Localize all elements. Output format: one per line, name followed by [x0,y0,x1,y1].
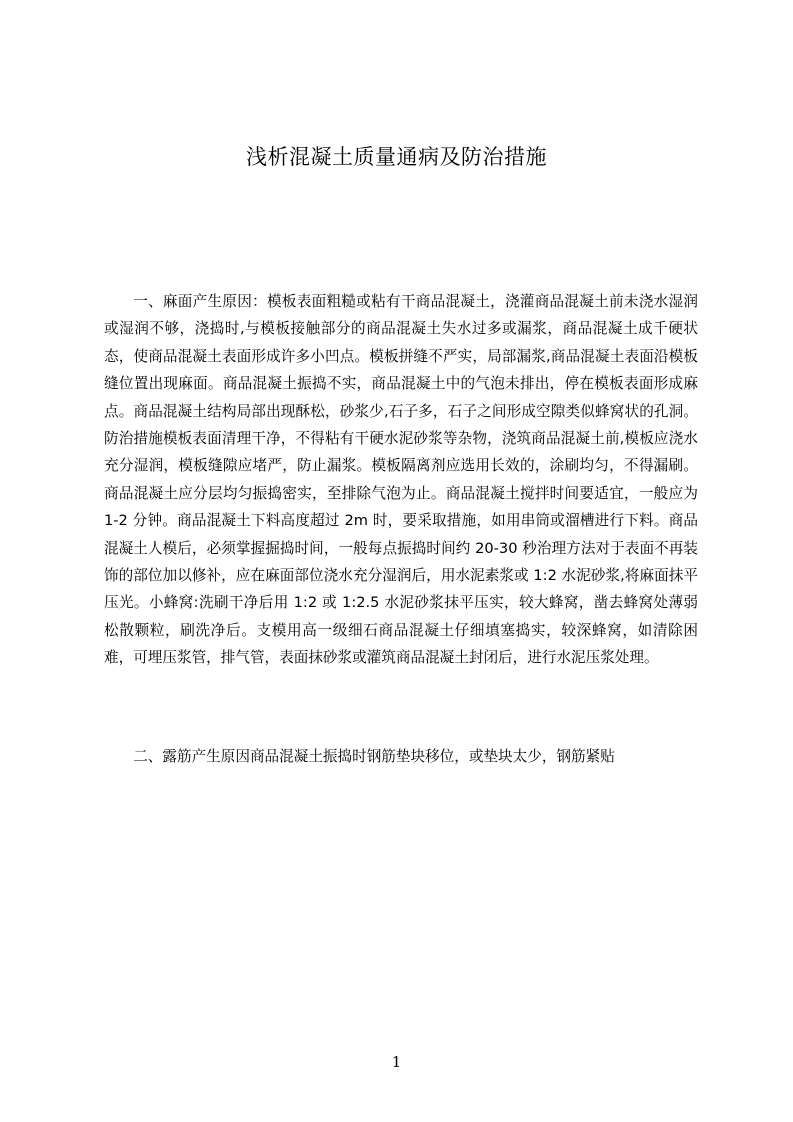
document-title: 浅析混凝土质量通病及防治措施 [246,145,547,169]
paragraph-exposed-rebar: 二、露筋产生原因商品混凝土振捣时钢筋垫块移位，或垫块太少，钢筋紧贴 [133,748,615,765]
page-number: 1 [391,1053,402,1071]
paragraph-pitted-surface: 一、麻面产生原因：模板表面粗糙或粘有干商品混凝土，浇灌商品混凝土前未浇水湿润或湿润不够，浇捣时,与模板接触部分的商品混凝土失水过多或漏浆，商品混凝土成千硬状态，使商品混凝土表面形成许多小凹点。模板拼缝不严实，局部漏浆,商品混凝土表面沿模板缝位置出现麻面。商品混凝土振捣不实，商品混凝土中的气泡未排出，停在模板表面形成麻点。商品混凝土结构局部出现酥松，砂浆少,石子多，石子之间形成空隙类似蜂窝状的孔洞。防治措施模板表面清理干净，不得粘有干硬水泥砂浆等杂物，浇筑商品混凝土前,模板应浇水充分湿润，模板缝隙应堵严，防止漏浆。模板隔离剂应选用长效的，涂刷均匀，不得漏刷。商品混凝土应分层均匀振捣密实，至排除气泡为止。商品混凝土搅拌时间要适宜，一般应为 1-2 分钟。商品混凝土下料高度超过 2m 时，要采取措施，如用串筒或溜槽进行下料。商品混凝土人模后，必须掌握掘捣时间，一般每点振捣时间约 20-30 秒治理方法对于表面不再装饰的部位加以修补，应在麻面部位浇水充分湿润后，用水泥素浆或 1:2 水泥砂浆,将麻面抹平压光。小蜂窝:洗刷干净后用 1:2 或 1:2.5 水泥砂浆抹平压实，较大蜂窝，凿去蜂窝处薄弱松散颗粒，刷洗净后。支模用高一级细石商品混凝土仔细填塞捣实，较深蜂窝，如清除困难，可埋压浆管，排气管，表面抹砂浆或灌筑商品混凝土封闭后，进行水泥压浆处理。 [104,293,698,667]
